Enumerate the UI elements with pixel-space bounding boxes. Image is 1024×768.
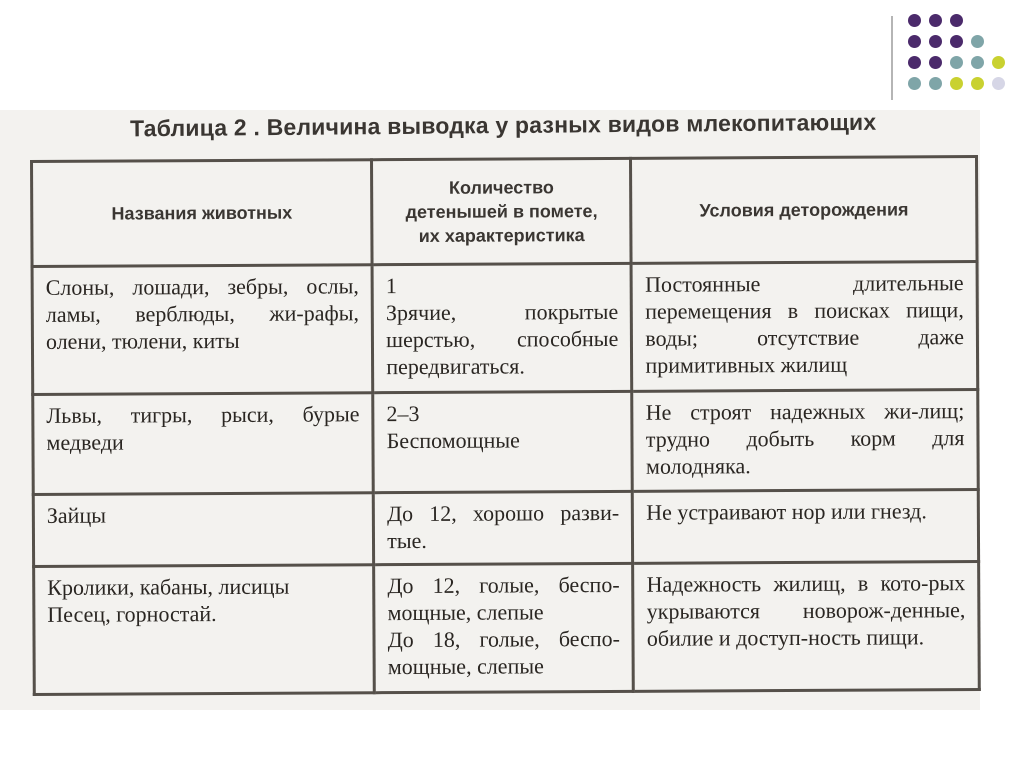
decorative-dot (908, 56, 921, 69)
cell-conditions: Надежность жилищ, в кото-рых укрываются новорож-денные, обилие и доступ-ность пищи. (633, 561, 979, 691)
litter-count: 1 (385, 273, 397, 299)
table-row (33, 390, 979, 495)
decorative-dot (992, 77, 1005, 90)
table-row (33, 490, 978, 567)
cell-litter (372, 263, 632, 392)
header-litter-line: Количество (448, 177, 554, 198)
cell-litter (373, 491, 633, 564)
decorative-dot (929, 35, 942, 48)
header-litter-line: детенышей в помете, (405, 201, 598, 223)
table-header-row (32, 157, 978, 267)
decorative-dot (929, 77, 942, 90)
litter-description: До 12, голые, беспо-мощные, слепые (387, 571, 620, 626)
decorative-dot-grid (908, 14, 1018, 109)
decorative-dot (929, 14, 942, 27)
header-litter-size (372, 158, 632, 264)
decorative-dot (950, 77, 963, 90)
table-title: Таблица 2 . Величина выводка у разных видов млекопитающих (129, 108, 877, 142)
animals-text: Львы, тигры, рыси, бурые медведи (46, 401, 360, 455)
table-row (34, 561, 980, 694)
header-animal-names: Названия животных (32, 160, 373, 267)
cell-animals (33, 493, 374, 567)
decorative-dot (971, 77, 984, 90)
decorative-dot (908, 14, 921, 27)
cell-animals (32, 265, 373, 395)
decorative-dot (929, 56, 942, 69)
cell-conditions: Не строят надежных жи-лищ; трудно добыть корм для молодняка. (632, 390, 978, 492)
decorative-dot (908, 77, 921, 90)
animals-text: Песец, горностай. (47, 600, 217, 627)
litter-description: До 18, голые, беспо-мощные, слепые (387, 625, 620, 680)
decorative-dot (971, 35, 984, 48)
cell-animals (33, 393, 374, 495)
litter-description: Беспомощные (386, 427, 520, 454)
animals-text: Зайцы (46, 502, 107, 528)
cell-litter (373, 391, 633, 492)
divider-line (891, 16, 893, 100)
litter-description: Зрячие, покрытые шерстью, способные передвигаться. (385, 298, 619, 380)
animals-text: Кролики, кабаны, лисицы (47, 573, 290, 600)
decorative-dot (950, 56, 963, 69)
decorative-dot (992, 56, 1005, 69)
brood-size-table (30, 155, 981, 696)
decorative-dot (908, 35, 921, 48)
header-litter-line: их характеристика (418, 225, 585, 246)
cell-litter (374, 563, 634, 692)
litter-description: До 12, хорошо разви-тые. (386, 499, 620, 554)
decorative-dot (971, 56, 984, 69)
table-row (32, 262, 978, 395)
cell-conditions: Не устраивают нор или гнезд. (633, 490, 979, 564)
header-birth-conditions: Условия деторождения (631, 157, 977, 264)
decorative-dot (950, 14, 963, 27)
animals-text: Слоны, лошади, зебры, ослы, ламы, верблюды, жи-рафы, олени, тюлени, киты (45, 273, 360, 354)
litter-count: 2–3 (386, 401, 420, 427)
cell-animals (34, 565, 375, 695)
decorative-dot (950, 35, 963, 48)
cell-conditions: Постоянные длительные перемещения в поисках пищи, воды; отсутствие даже примитивных жилищ (631, 262, 977, 392)
